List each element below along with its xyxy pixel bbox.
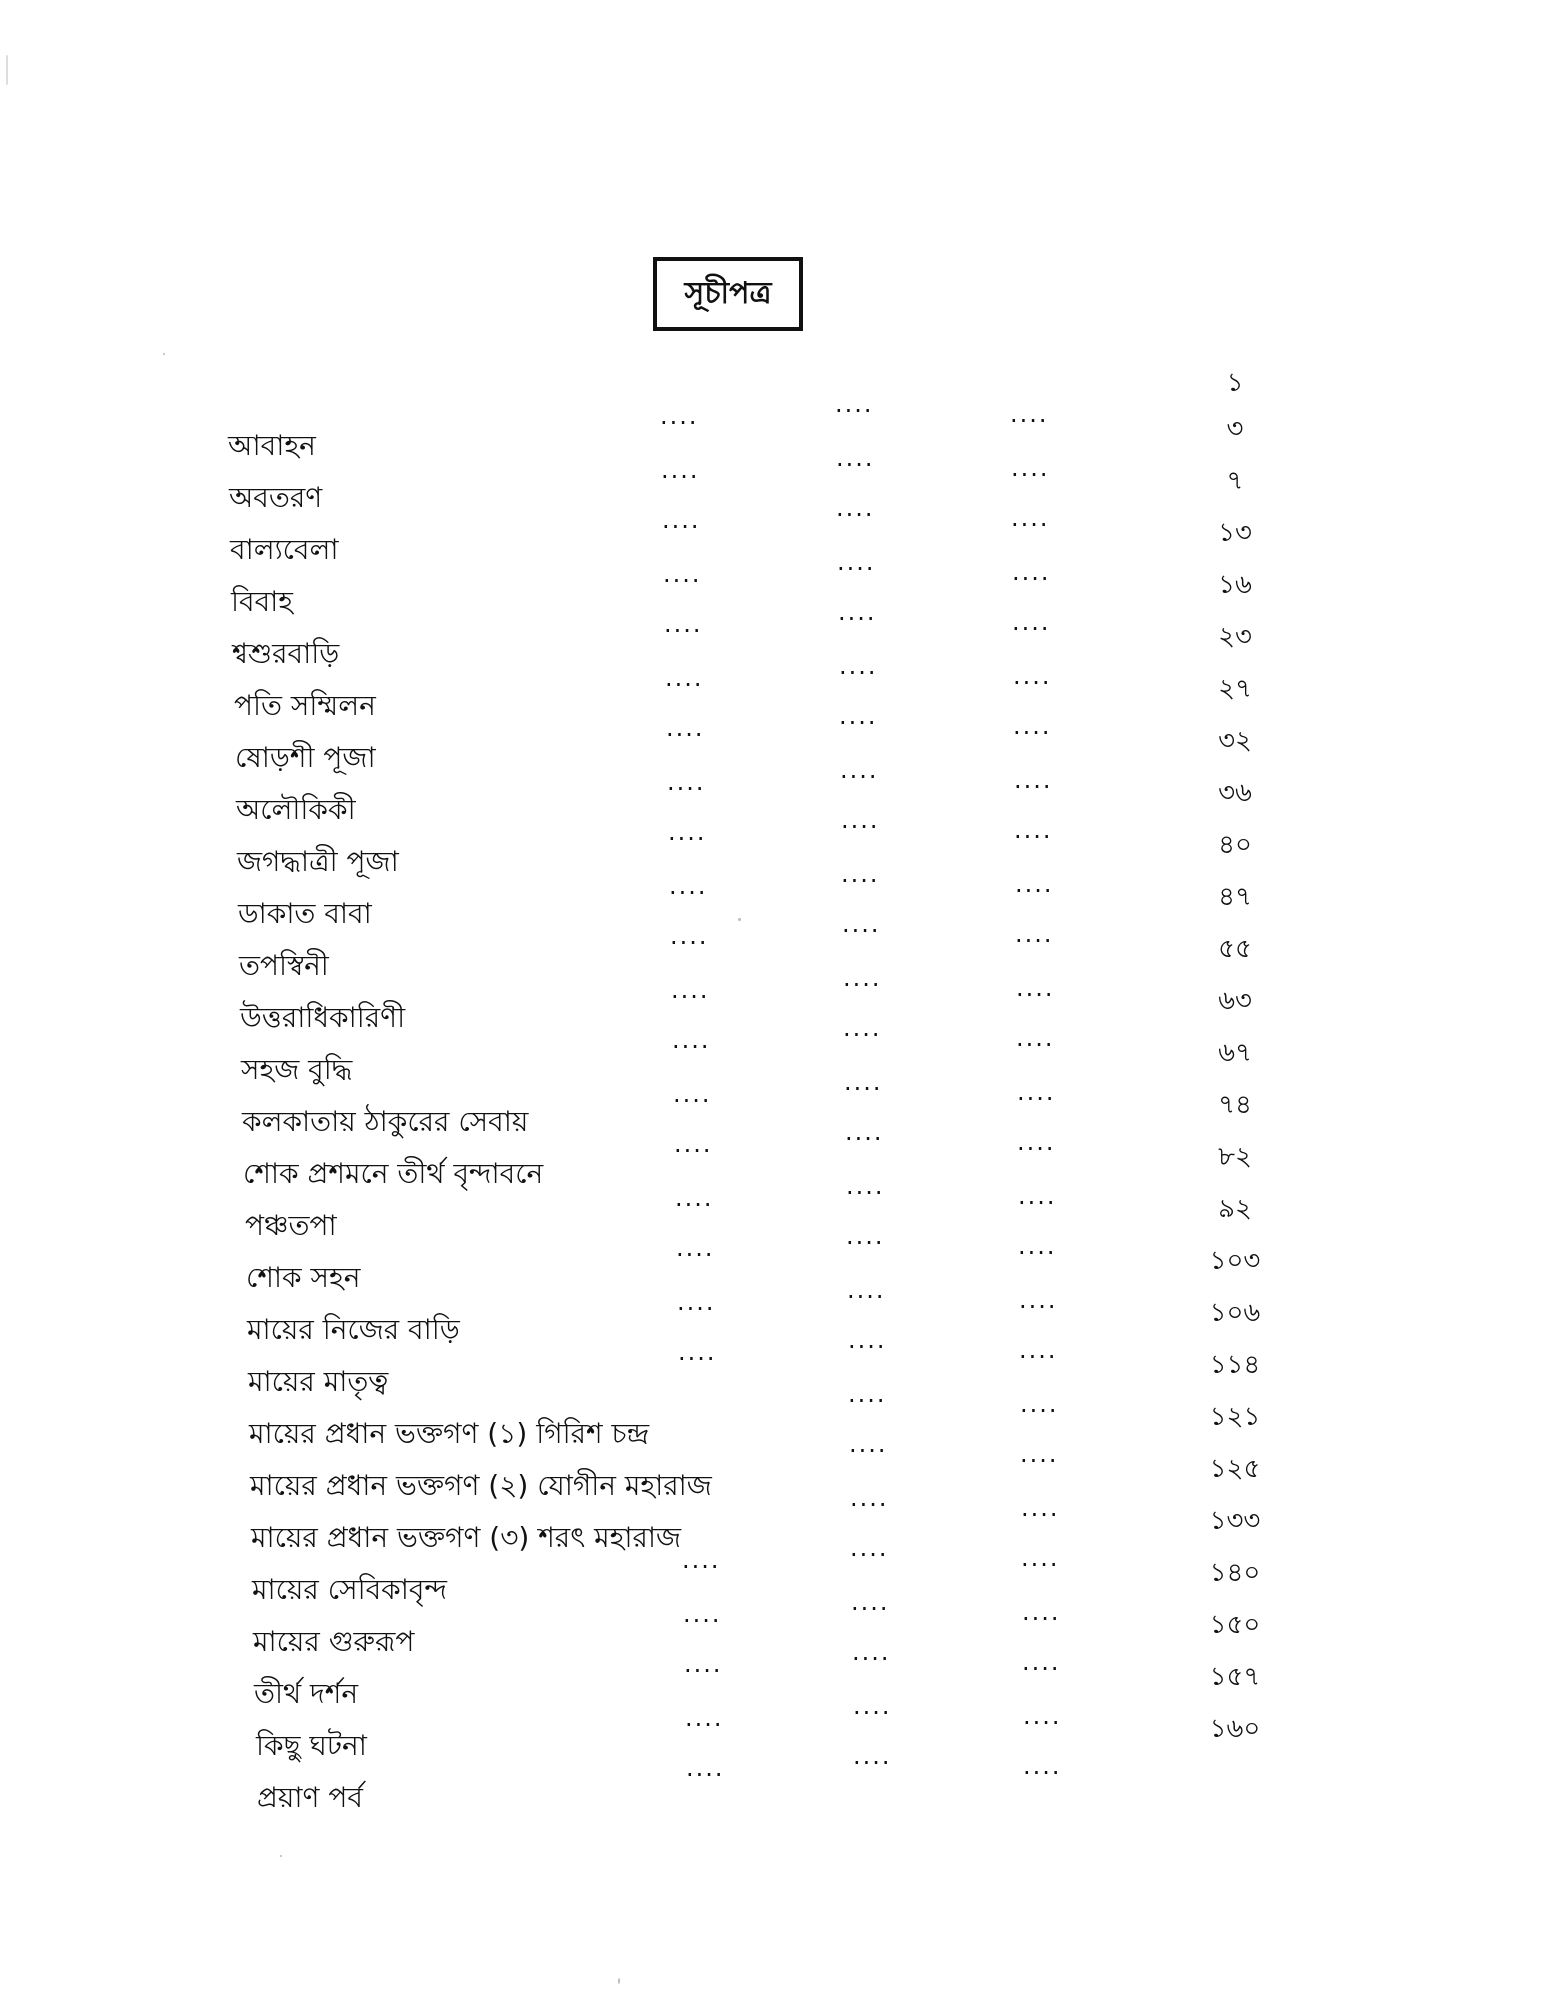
leader-dots: .... (676, 1234, 715, 1262)
leader-dots: .... (836, 444, 875, 472)
leader-dots: .... (1023, 1702, 1062, 1730)
toc-entry-title: ষোড়শী পূজা (235, 741, 376, 774)
leader-dots: .... (841, 806, 880, 834)
leader-dots: .... (1010, 400, 1049, 428)
leader-dots: .... (1013, 662, 1052, 690)
leader-dots: .... (1011, 454, 1050, 482)
leader-dots: .... (1015, 920, 1054, 948)
toc-entry-page: ৩ (1226, 414, 1244, 444)
leader-dots: .... (683, 1600, 722, 1628)
leader-dots: .... (842, 910, 881, 938)
toc-entry-page: ৭৪ (1218, 1090, 1252, 1120)
leader-dots: .... (844, 1068, 883, 1096)
toc-entry-page: ১৫০ (1209, 1610, 1261, 1640)
toc-entry (0, 390, 1541, 462)
leader-dots: .... (1022, 1598, 1061, 1626)
leader-dots: .... (839, 652, 878, 680)
toc-entry-page: ৩২ (1218, 726, 1252, 756)
toc-entry-page: ২৩ (1218, 622, 1252, 652)
toc-entry-page: ১১৪ (1209, 1350, 1261, 1380)
leader-dots: .... (1019, 1286, 1058, 1314)
leader-dots: .... (670, 922, 709, 950)
toc-entry-title: তপস্বিনী (239, 949, 329, 982)
toc-entry-page: ৭ (1226, 466, 1244, 496)
toc-entry-title: শোক সহন (246, 1261, 361, 1294)
leader-dots: .... (1021, 1494, 1060, 1522)
toc-entry-title: জগদ্ধাত্রী পূজা (237, 845, 399, 878)
leader-dots: .... (1021, 1544, 1060, 1572)
leader-dots: .... (665, 664, 704, 692)
toc-entry-page: ৮২ (1218, 1142, 1252, 1172)
first-page-number: ১ (1226, 368, 1244, 398)
toc-entry-title: মায়ের প্রধান ভক্তগণ (২) যোগীন মহারাজ (250, 1469, 712, 1502)
toc-entry-title: মায়ের প্রধান ভক্তগণ (৩) শরৎ মহারাজ (251, 1521, 682, 1554)
leader-dots: .... (1011, 504, 1050, 532)
toc-entry-title: তীর্থ দর্শন (254, 1677, 359, 1710)
toc-entry-title: মায়ের নিজের বাড়ি (247, 1313, 460, 1346)
toc-entry-title: উত্তরাধিকারিণী (240, 1001, 406, 1034)
toc-entry-title: মায়ের গুরুরূপ (253, 1625, 415, 1658)
leader-dots: .... (660, 402, 699, 430)
leader-dots: .... (853, 1692, 892, 1720)
leader-dots: .... (838, 598, 877, 626)
leader-dots: .... (671, 976, 710, 1004)
leader-dots: .... (1023, 1752, 1062, 1780)
toc-entry-title: ডাকাত বাবা (238, 897, 372, 930)
leader-dots: .... (1014, 766, 1053, 794)
toc-entry-title: বাল্যবেলা (230, 533, 339, 566)
leader-dots: .... (846, 1172, 885, 1200)
toc-entry-page: ১২১ (1209, 1402, 1261, 1432)
toc-entry-page: ৬৭ (1218, 1038, 1252, 1068)
page-title: সূচীপত্র (653, 257, 803, 331)
leader-dots: .... (684, 1650, 723, 1678)
scan-speck (163, 353, 165, 355)
leader-dots: .... (1015, 870, 1054, 898)
toc-entry-page: ২৭ (1218, 674, 1252, 704)
leader-dots: .... (1016, 1024, 1055, 1052)
leader-dots: .... (673, 1080, 712, 1108)
leader-dots: .... (678, 1338, 717, 1366)
toc-entry-page: ৩৬ (1218, 778, 1252, 808)
leader-dots: .... (850, 1534, 889, 1562)
toc-entry-title: মায়ের মাতৃত্ব (248, 1365, 389, 1398)
toc-entry-page: ১৬ (1218, 570, 1252, 600)
scan-speck (6, 55, 8, 85)
leader-dots: .... (1017, 1128, 1056, 1156)
leader-dots: .... (840, 756, 879, 784)
leader-dots: .... (1018, 1232, 1057, 1260)
scan-speck (280, 1855, 282, 1857)
leader-dots: .... (845, 1118, 884, 1146)
leader-dots: .... (669, 872, 708, 900)
toc-entry-title: কিছু ঘটনা (256, 1729, 367, 1762)
leader-dots: .... (662, 506, 701, 534)
scan-speck (738, 918, 741, 921)
leader-dots: .... (663, 560, 702, 588)
toc-entry-page: ১৪০ (1209, 1558, 1261, 1588)
toc-entry-page: ৫৫ (1218, 934, 1252, 964)
toc-entry-page: ১৩৩ (1209, 1506, 1261, 1536)
toc-entry-title: অবতরণ (229, 481, 323, 514)
leader-dots: .... (1013, 712, 1052, 740)
leader-dots: .... (847, 1276, 886, 1304)
toc-entry-page: ১০৬ (1209, 1298, 1261, 1328)
leader-dots: .... (661, 456, 700, 484)
leader-dots: .... (837, 548, 876, 576)
leader-dots: .... (686, 1754, 725, 1782)
leader-dots: .... (1018, 1182, 1057, 1210)
leader-dots: .... (1020, 1390, 1059, 1418)
leader-dots: .... (846, 1222, 885, 1250)
scan-speck (618, 1978, 620, 1984)
toc-entry-page: ১২৫ (1209, 1454, 1261, 1484)
leader-dots: .... (848, 1380, 887, 1408)
toc-entry-page: ১৫৭ (1209, 1662, 1261, 1692)
toc-entry-page: ১৩ (1218, 518, 1252, 548)
leader-dots: .... (836, 494, 875, 522)
toc-entry-title: প্রয়াণ পর্ব (257, 1781, 363, 1814)
leader-dots: .... (1017, 1078, 1056, 1106)
toc-entry-title: পতি সম্মিলন (234, 689, 376, 722)
leader-dots: .... (843, 964, 882, 992)
leader-dots: .... (668, 818, 707, 846)
toc-entry-title: পঞ্চতপা (245, 1209, 337, 1242)
leader-dots: .... (1020, 1440, 1059, 1468)
leader-dots: .... (835, 390, 874, 418)
leader-dots: .... (666, 714, 705, 742)
leader-dots: .... (839, 702, 878, 730)
toc-entry-page: ৯২ (1218, 1194, 1252, 1224)
leader-dots: .... (849, 1430, 888, 1458)
leader-dots: .... (853, 1742, 892, 1770)
toc-entry-page: ৪০ (1218, 830, 1252, 860)
toc-entry-page: ১০৩ (1209, 1246, 1261, 1276)
leader-dots: .... (1022, 1648, 1061, 1676)
leader-dots: .... (685, 1704, 724, 1732)
leader-dots: .... (682, 1546, 721, 1574)
leader-dots: .... (851, 1588, 890, 1616)
leader-dots: .... (672, 1026, 711, 1054)
leader-dots: .... (674, 1130, 713, 1158)
leader-dots: .... (841, 860, 880, 888)
toc-entry-page: ৪৭ (1218, 882, 1252, 912)
leader-dots: .... (1014, 816, 1053, 844)
toc-entry-title: শোক প্রশমনে তীর্থ বৃন্দাবনে (243, 1157, 544, 1190)
leader-dots: .... (1019, 1336, 1058, 1364)
toc-entry-title: কলকাতায় ঠাকুরের সেবায় (242, 1105, 529, 1138)
leader-dots: .... (852, 1638, 891, 1666)
toc-entry-title: মায়ের প্রধান ভক্তগণ (১) গিরিশ চন্দ্র (249, 1417, 650, 1450)
leader-dots: .... (1012, 558, 1051, 586)
toc-entry-title: মায়ের সেবিকাবৃন্দ (252, 1573, 447, 1606)
leader-dots: .... (1012, 608, 1051, 636)
leader-dots: .... (1016, 974, 1055, 1002)
toc-entry-title: বিবাহ (231, 585, 294, 618)
leader-dots: .... (848, 1326, 887, 1354)
leader-dots: .... (667, 768, 706, 796)
leader-dots: .... (664, 610, 703, 638)
toc-entry-page: ১৬০ (1209, 1714, 1261, 1744)
toc-entry-title: শ্বশুরবাড়ি (232, 637, 340, 670)
leader-dots: .... (843, 1014, 882, 1042)
leader-dots: .... (677, 1288, 716, 1316)
toc-entry-title: অলৌকিকী (236, 793, 356, 826)
toc-entry-title: আবাহন (228, 429, 316, 462)
leader-dots: .... (675, 1184, 714, 1212)
toc-entry-title: সহজ বুদ্ধি (241, 1053, 353, 1086)
leader-dots: .... (850, 1484, 889, 1512)
toc-entry-page: ৬৩ (1218, 986, 1252, 1016)
